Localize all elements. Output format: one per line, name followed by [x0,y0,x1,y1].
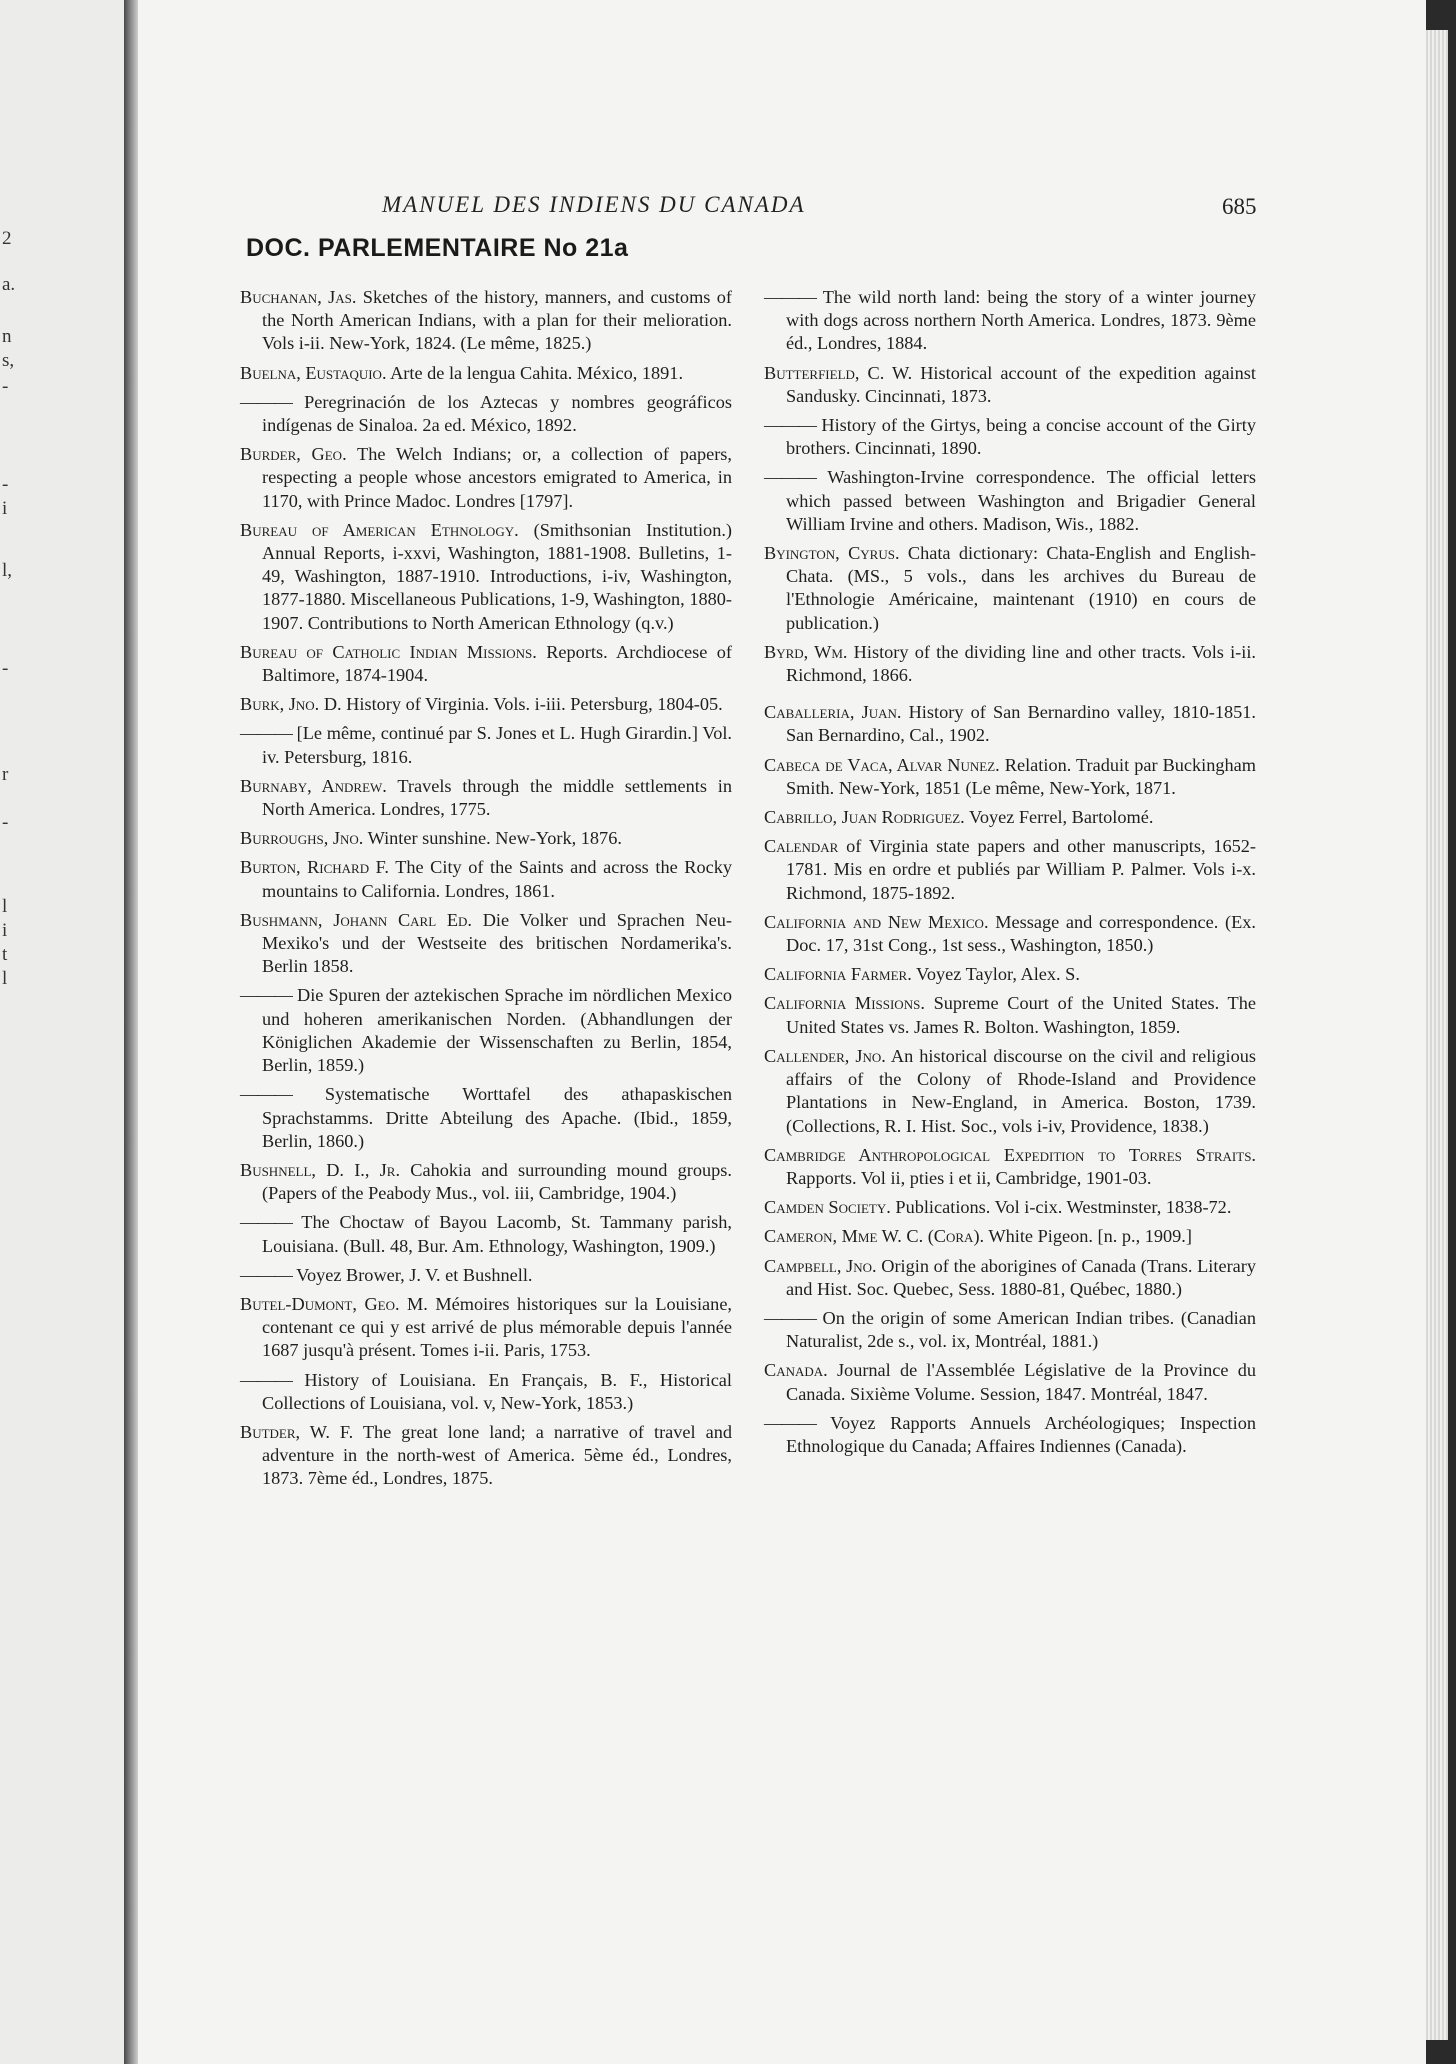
prev-page-fragment: l [2,968,8,989]
bibliography-entry [240,1159,732,1205]
entry-author: California Missions. [764,993,925,1014]
entry-author: ——— [240,1212,292,1233]
prev-page-fragment: l, [2,560,13,581]
entry-author: Butterfield, C. W. [764,362,913,383]
bibliography-entry [240,1264,732,1287]
entry-author: Bureau of Catholic Indian Missions. [240,641,537,662]
entry-text: The great lone land; a narrative of travel and adventure in the north-west of America. 5ème éd., Londres, 1873. 7ème éd., Londres, 1875. [262,1421,732,1489]
bibliography-entry [764,414,1256,460]
bibliography-entry [240,362,732,385]
entry-text: The Choctaw of Bayou Lacomb, St. Tammany parish, Louisiana. (Bull. 48, Bur. Am. Ethnology, Washington, 1909.) [262,1212,732,1256]
entry-author: ——— [240,1084,292,1105]
page-edge-stack [1426,30,1448,2040]
entry-author: Cambridge Anthropological Expedition to Torres Straits. [764,1144,1256,1165]
entry-text: Publications. Vol i-cix. Westminster, 1838-72. [895,1197,1232,1218]
entry-author: Cabrillo, Juan Rodriguez. [764,807,965,828]
left-column [240,286,732,1497]
entry-author: Burton, Richard F. [240,857,389,878]
book-spine-shadow [124,0,138,2064]
entry-text: The Welch Indians; or, a collection of papers, respecting a people whose ancestors emigrated to America, in 1170, with Prince Madoc. Londres [1797]. [262,444,732,511]
bibliography-entry [240,641,732,687]
entry-author: ——— [764,287,816,307]
entry-text: Winter sunshine. New-York, 1876. [367,828,622,849]
bibliography-entry [764,286,1256,356]
bibliography-entry [240,722,732,768]
bibliography-entry [240,519,732,635]
right-column [764,286,1256,1464]
entry-author: Burnaby, Andrew. [240,775,387,796]
bibliography-entry [240,984,732,1077]
entry-text: Voyez Ferrel, Bartolomé. [968,807,1154,828]
bibliography-entry [240,1421,732,1491]
prev-page-fragment: i [2,920,8,941]
entry-text: Reports. Archdiocese of Baltimore, 1874-1904. [262,641,732,686]
bibliography-entry [764,1412,1256,1458]
bibliography-entry [240,827,732,850]
entry-text: History of the dividing line and other tracts. Vols i-ii. Richmond, 1866. [786,641,1256,686]
bibliography-entry [240,856,732,902]
prev-page-fragment: n [2,326,12,347]
bibliography-entry [764,911,1256,957]
entry-text: Voyez Taylor, Alex. S. [916,964,1080,985]
bibliography-entry [764,835,1256,905]
entry-text: White Pigeon. [n. p., 1909.] [988,1226,1192,1247]
entry-author: ——— [764,467,816,488]
bibliography-entry [764,1196,1256,1219]
bibliography-entry [764,466,1256,536]
entry-author: ——— [240,723,292,744]
bibliography-entry [240,909,732,979]
entry-text: History of San Bernardino valley, 1810-1851. San Bernardino, Cal., 1902. [786,702,1256,746]
entry-text: An historical discourse on the civil and religious affairs of the Colony of Rhode-Island and Providence Plantations in New-England, in America. Boston, 1739. (Collections, R. I. Hist. Soc., vols i-iv, Providence, 1838.) [786,1045,1256,1136]
entry-author: Cabeca de Vaca, Alvar Nunez. [764,754,1000,775]
entry-text: History of Louisiana. En Français, B. F., Historical Collections of Louisiana, vol. v, New-York, 1853.) [262,1369,732,1413]
entry-text: History of Virginia. Vols. i-iii. Petersburg, 1804-05. [346,694,723,715]
bibliography-entry [764,754,1256,800]
bibliography-entry [764,1144,1256,1190]
entry-text: Supreme Court of the United States. The United States vs. James R. Bolton. Washington, 1859. [786,993,1256,1037]
entry-text: Cahokia and surrounding mound groups. (Papers of the Peabody Mus., vol. iii, Cambridge, 1904.) [262,1159,732,1204]
entry-text: Die Volker und Sprachen Neu-Mexiko's und der Westseite des britischen Nordamerika's. Berlin 1858. [262,909,732,977]
entry-author: ——— [240,985,292,1006]
entry-author: Burroughs, Jno. [240,828,364,849]
entry-author: Bushnell, D. I., Jr. [240,1159,401,1180]
entry-text: Mémoires historiques sur la Louisiane, contenant ce qui y est arrivé de plus mémorable depuis l'année 1687 jusqu'à présent. Tomes i-ii. Paris, 1753. [262,1293,732,1361]
entry-text: On the origin of some American Indian tribes. (Canadian Naturalist, 2de s., vol. ix, Montréal, 1881.) [786,1307,1256,1352]
entry-text: The City of the Saints and across the Rocky mountains to California. Londres, 1861. [262,857,732,901]
entry-author: Calendar [764,836,839,857]
bibliography-entry [764,701,1256,747]
entry-author: California Farmer. [764,964,912,985]
prev-page-fragment: t [2,944,8,965]
entry-author: ——— [764,1412,816,1433]
entry-text: of Virginia state papers and other manuscripts, 1652-1781. Mis en ordre et publiés par William P. Palmer. Vols i-x. Richmond, 1875-1892. [786,836,1256,903]
entry-text: (Smithsonian Institution.) Annual Reports, i-xxvi, Washington, 1881-1908. Bulletins, 1-49, Washington, 1887-1910. Introductions, i-iv, Washington, 1877-1880. Miscellaneous Publications, 1-9, Washington, 1880-1907. Contributions to North American Ethnology (q.v.) [262,519,732,633]
entry-author: ——— [240,391,292,412]
document-label: DOC. PARLEMENTAIRE No 21a [246,234,629,262]
entry-text: Rapports. Vol ii, pties i et ii, Cambridge, 1901-03. [786,1167,1152,1188]
entry-author: Butder, W. F. [240,1421,354,1442]
entry-author: Bureau of American Ethnology. [240,519,519,540]
bibliography-entry [764,1255,1256,1301]
prev-page-fragment: i [2,498,8,519]
bibliography-entry [240,1369,732,1415]
prev-page-fragment: - [2,658,9,679]
bibliography-entry [764,641,1256,687]
bibliography-entry [240,1211,732,1257]
entry-author: ——— [764,1307,816,1328]
entry-text: [Le même, continué par S. Jones et L. Hugh Girardin.] Vol. iv. Petersburg, 1816. [262,723,732,767]
prev-page-fragment: - [2,812,9,833]
prev-page-fragment: l [2,896,8,917]
bibliography-entry [764,1225,1256,1248]
entry-text: Message and correspondence. (Ex. Doc. 17, 31st Cong., 1st sess., Washington, 1850.) [786,911,1256,956]
prev-page-fragment: a. [2,274,16,295]
entry-author: Burk, Jno. D. [240,694,342,715]
entry-author: Butel-Dumont, Geo. M. [240,1293,428,1314]
entry-author: Callender, Jno. [764,1045,886,1066]
bibliography-entry [240,1293,732,1363]
bibliography-entry [240,693,732,716]
entry-author: ——— [240,1369,292,1390]
entry-author: Buelna, Eustaquio. [240,362,387,383]
bibliography-entry [240,775,732,821]
entry-text: The wild north land: being the story of a winter journey with dogs across northern North America. Londres, 1873. 9ème éd., Londres, 1884. [786,287,1256,354]
entry-text: Travels through the middle settlements in North America. Londres, 1775. [262,775,732,820]
bibliography-entry [764,1045,1256,1138]
bibliography-entry [764,992,1256,1038]
bibliography-entry [240,443,732,513]
entry-author: Canada. [764,1360,828,1381]
entry-text: Origin of the aborigines of Canada (Trans. Literary and Hist. Soc. Quebec, Sess. 1880-81, Québec, 1880.) [786,1255,1256,1299]
entry-text: Historical account of the expedition against Sandusky. Cincinnati, 1873. [786,362,1256,406]
entry-author: ——— [764,415,816,436]
entry-author: Camden Society. [764,1197,891,1218]
entry-text: Relation. Traduit par Buckingham Smith. New-York, 1851 (Le même, New-York, 1871. [786,754,1256,798]
bibliography-entry [240,1083,732,1153]
entry-text: Chata dictionary: Chata-English and English-Chata. (MS., 5 vols., dans les archives du Bureau de l'Ethnologie Américaine, maintenant (1910) en cours de publication.) [786,543,1256,633]
prev-page-fragment: s, [2,350,15,371]
bibliography-entry [764,362,1256,408]
prev-page-fragment: - [2,376,9,397]
bibliography-entry [764,1359,1256,1405]
bibliography-entry [764,542,1256,635]
entry-text: Systematische Worttafel des athapaskischen Sprachstamms. Dritte Abteilung des Apache. (Ibid., 1859, Berlin, 1860.) [262,1084,732,1151]
prev-page-fragment: 2 [2,228,12,249]
entry-text: Die Spuren der aztekischen Sprache im nördlichen Mexico und hoheren amerikanischen Norden. (Abhandlungen der Königlichen Akademie der Wissenschaften zu Berlin, 1854, Berlin, 1859.) [262,985,733,1076]
page-number: 685 [1222,194,1257,219]
entry-author: Byrd, Wm. [764,641,848,662]
entry-text: History of the Girtys, being a concise account of the Girty brothers. Cincinnati, 1890. [786,415,1256,459]
entry-text: Sketches of the history, manners, and customs of the North American Indians, with a plan for their melioration. Vols i-ii. New-York, 1824. (Le même, 1825.) [262,287,732,354]
entry-author: Cameron, Mme W. C. (Cora). [764,1226,985,1247]
entry-text: Journal de l'Assemblée Législative de la Province du Canada. Sixième Volume. Session, 1847. Montréal, 1847. [786,1360,1256,1404]
bibliography-entry [240,286,732,356]
entry-author: Campbell, Jno. [764,1255,877,1276]
entry-author: Buchanan, Jas. [240,287,357,307]
bibliography-entry [764,963,1256,986]
entry-author: Byington, Cyrus. [764,543,900,564]
entry-text: Arte de la lengua Cahita. México, 1891. [390,362,684,383]
entry-text: Washington-Irvine correspondence. The official letters which passed between Washington and Brigadier General William Irvine and others. Madison, Wis., 1882. [786,467,1256,534]
bibliography-entry [240,391,732,437]
bibliography-entry [764,1307,1256,1353]
entry-text: Voyez Brower, J. V. et Bushnell. [296,1264,533,1285]
prev-page-fragment: r [2,764,9,785]
entry-text: Voyez Rapports Annuels Archéologiques; Inspection Ethnologique du Canada; Affaires Indiennes (Canada). [786,1412,1256,1456]
entry-author: Bushmann, Johann Carl Ed. [240,909,472,930]
running-head: MANUEL DES INDIENS DU CANADA [382,192,806,217]
prev-page-fragment: - [2,474,9,495]
entry-author: ——— [240,1264,292,1285]
bibliography-entry [764,806,1256,829]
previous-page-edge [0,0,132,2064]
entry-text: Peregrinación de los Aztecas y nombres geográficos indígenas de Sinaloa. 2a ed. México, 1892. [262,391,732,436]
entry-author: California and New Mexico. [764,911,989,932]
entry-author: Burder, Geo. [240,444,347,465]
entry-author: Caballeria, Juan. [764,702,902,723]
